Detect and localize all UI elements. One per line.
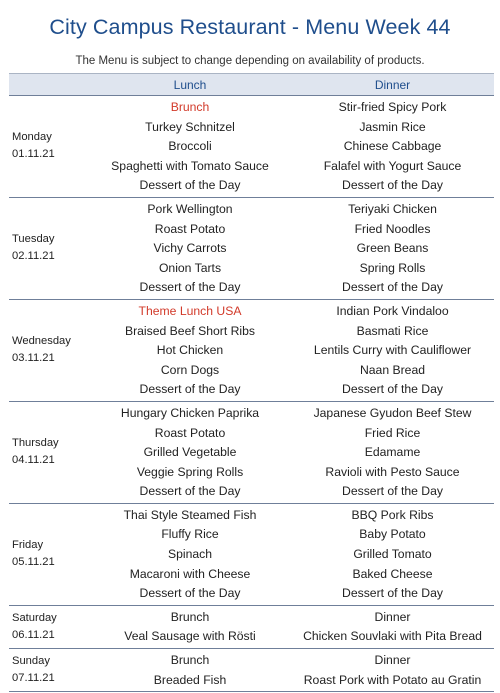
day-column-header xyxy=(9,74,89,96)
page-subtitle: The Menu is subject to change depending on availability of products. xyxy=(75,55,425,67)
lunch-cell xyxy=(89,197,291,299)
day-date: 04.11.21 xyxy=(12,454,55,467)
lunch-menu-item: Dessert of the Day xyxy=(139,178,241,193)
lunch-menu-item: Theme Lunch USA xyxy=(138,303,242,318)
dinner-menu-item: Dessert of the Day xyxy=(342,484,443,499)
day-date: 02.11.21 xyxy=(12,250,55,263)
dinner-menu-item: Falafel with Yogurt Sauce xyxy=(323,158,462,173)
dinner-cell xyxy=(291,605,494,648)
day-row xyxy=(9,197,494,299)
dinner-menu-item: Indian Pork Vindaloo xyxy=(336,303,449,318)
lunch-column-header: Lunch xyxy=(89,74,291,96)
dinner-menu-item: Stir-fried Spicy Pork xyxy=(338,100,447,114)
lunch-cell xyxy=(89,96,291,198)
lunch-cell xyxy=(89,401,291,503)
lunch-menu-item: Hungary Chicken Paprika xyxy=(120,405,260,420)
dinner-menu-item: Fried Rice xyxy=(364,425,421,440)
dinner-menu-item: Baby Potato xyxy=(359,527,426,542)
lunch-menu-item: Roast Potato xyxy=(154,221,226,236)
lunch-menu-item: Pork Wellington xyxy=(147,201,233,216)
lunch-menu-item: Veal Sausage with Rösti xyxy=(124,629,256,644)
dinner-menu-item: Jasmin Rice xyxy=(359,119,426,134)
dinner-menu-item: Baked Cheese xyxy=(352,566,433,581)
day-row xyxy=(9,503,494,605)
dinner-menu-item: Grilled Tomato xyxy=(353,547,432,562)
lunch-menu-item: Dessert of the Day xyxy=(139,382,241,397)
menu-table xyxy=(9,73,494,692)
lunch-menu-item: Brunch xyxy=(170,653,210,668)
dinner-menu-item: Roast Pork with Potato au Gratin xyxy=(303,672,482,687)
lunch-cell xyxy=(89,605,291,648)
lunch-menu-item: Dessert of the Day xyxy=(139,586,241,601)
dinner-menu-item: Fried Noodles xyxy=(354,221,431,236)
dinner-menu-item: Dessert of the Day xyxy=(342,382,443,397)
lunch-menu-item: Roast Potato xyxy=(154,425,226,440)
day-date: 03.11.21 xyxy=(12,352,55,365)
day-cell xyxy=(9,649,89,692)
lunch-cell xyxy=(89,503,291,605)
lunch-menu-item: Braised Beef Short Ribs xyxy=(124,323,256,338)
dinner-menu-item: Ravioli with Pesto Sauce xyxy=(325,464,460,479)
day-row xyxy=(9,299,494,401)
lunch-menu-item: Veggie Spring Rolls xyxy=(136,464,244,479)
dinner-menu-item: Lentils Curry with Cauliflower xyxy=(313,343,472,358)
page-title: City Campus Restaurant - Menu Week 44 xyxy=(49,15,451,39)
dinner-menu-item: Green Beans xyxy=(356,241,429,256)
day-cell xyxy=(9,299,89,401)
dinner-cell xyxy=(291,96,494,198)
day-cell xyxy=(9,401,89,503)
day-row xyxy=(9,401,494,503)
lunch-menu-item: Grilled Vegetable xyxy=(143,445,237,460)
dinner-menu-item: Dessert of the Day xyxy=(342,586,443,601)
dinner-menu-item: Dessert of the Day xyxy=(342,280,443,295)
lunch-menu-item: Dessert of the Day xyxy=(139,280,241,295)
menu-body xyxy=(9,96,494,692)
dinner-menu-item: Dessert of the Day xyxy=(342,178,443,193)
dinner-column-header: Dinner xyxy=(291,74,494,96)
lunch-menu-item: Dessert of the Day xyxy=(139,484,241,499)
lunch-menu-item: Turkey Schnitzel xyxy=(145,119,235,134)
day-name: Friday xyxy=(12,539,44,552)
dinner-menu-item: BBQ Pork Ribs xyxy=(351,507,434,522)
lunch-menu-item: Broccoli xyxy=(168,139,212,154)
dinner-cell xyxy=(291,401,494,503)
day-name: Monday xyxy=(12,131,52,144)
dinner-cell xyxy=(291,503,494,605)
day-date: 06.11.21 xyxy=(12,628,55,641)
menu-header-row xyxy=(9,74,494,96)
dinner-cell xyxy=(291,197,494,299)
lunch-menu-item: Breaded Fish xyxy=(153,672,227,687)
lunch-menu-item: Thai Style Steamed Fish xyxy=(123,507,257,522)
lunch-menu-item: Fluffy Rice xyxy=(161,527,219,542)
lunch-menu-item: Spinach xyxy=(167,547,213,562)
day-name: Wednesday xyxy=(12,335,71,348)
lunch-menu-item: Hot Chicken xyxy=(156,343,224,358)
day-date: 01.11.21 xyxy=(12,148,55,161)
day-cell xyxy=(9,605,89,648)
dinner-cell xyxy=(291,649,494,692)
lunch-menu-item: Corn Dogs xyxy=(160,362,220,377)
dinner-menu-item: Teriyaki Chicken xyxy=(348,201,437,216)
lunch-menu-item: Onion Tarts xyxy=(158,260,222,275)
dinner-menu-item: Japanese Gyudon Beef Stew xyxy=(313,405,472,420)
lunch-cell xyxy=(89,299,291,401)
day-row xyxy=(9,605,494,648)
day-name: Tuesday xyxy=(12,233,55,246)
day-cell xyxy=(9,197,89,299)
lunch-cell xyxy=(89,649,291,692)
day-date: 05.11.21 xyxy=(12,556,55,569)
dinner-cell xyxy=(291,299,494,401)
dinner-menu-item: Chinese Cabbage xyxy=(343,139,442,154)
day-cell xyxy=(9,503,89,605)
day-row xyxy=(9,96,494,198)
day-name: Saturday xyxy=(12,611,57,624)
lunch-menu-item: Vichy Carrots xyxy=(153,241,227,256)
day-date: 07.11.21 xyxy=(12,672,55,685)
day-cell xyxy=(9,96,89,198)
dinner-menu-item: Basmati Rice xyxy=(356,323,429,338)
day-name: Thursday xyxy=(12,437,59,450)
lunch-menu-item: Brunch xyxy=(170,100,210,114)
dinner-menu-item: Edamame xyxy=(364,445,421,460)
dinner-menu-item: Spring Rolls xyxy=(359,260,426,275)
day-row xyxy=(9,649,494,692)
dinner-menu-item: Naan Bread xyxy=(359,362,426,377)
day-name: Sunday xyxy=(12,655,50,668)
lunch-menu-item: Spaghetti with Tomato Sauce xyxy=(111,158,269,173)
dinner-menu-item: Dinner xyxy=(374,653,411,668)
dinner-menu-item: Dinner xyxy=(374,609,411,624)
lunch-menu-item: Macaroni with Cheese xyxy=(129,566,251,581)
lunch-menu-item: Brunch xyxy=(170,609,210,624)
dinner-menu-item: Chicken Souvlaki with Pita Bread xyxy=(303,629,482,644)
